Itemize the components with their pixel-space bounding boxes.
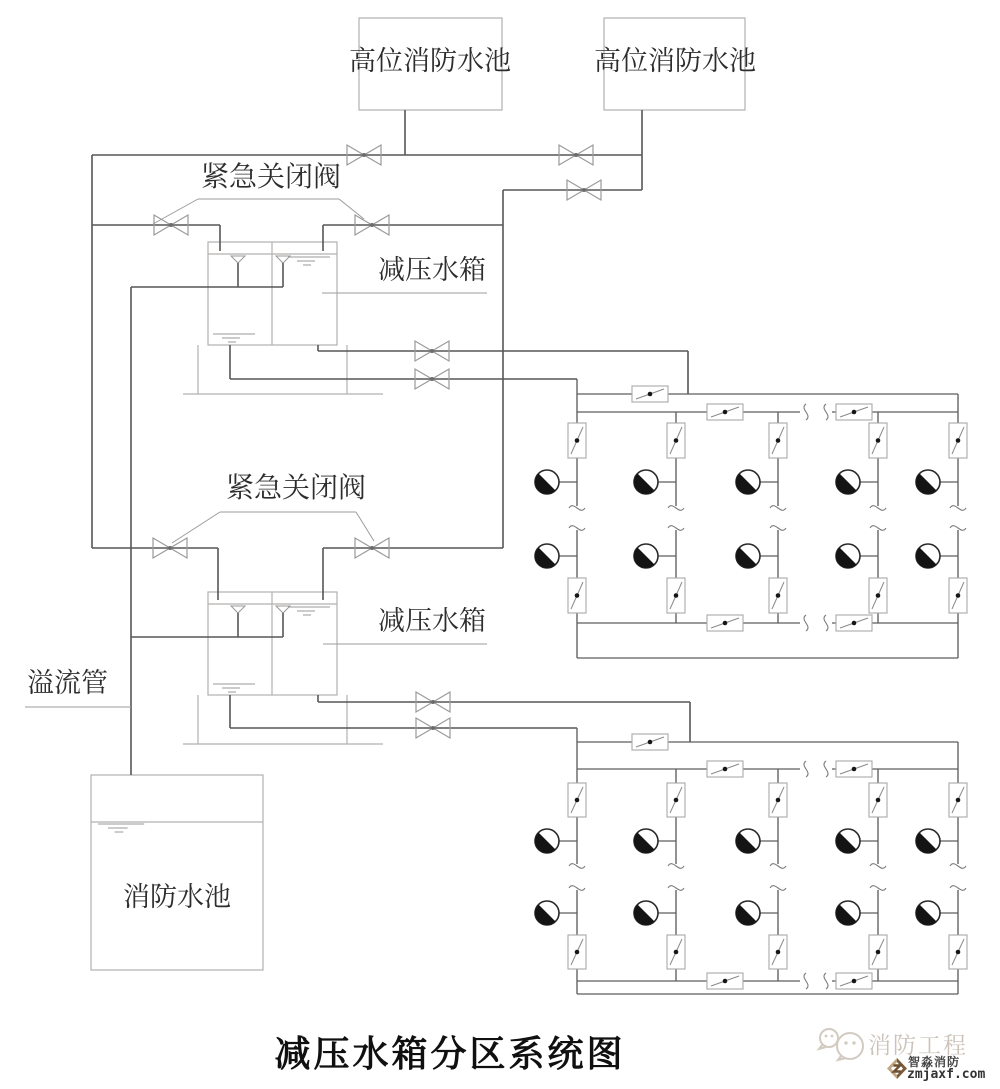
- signal-valve-icon: [869, 423, 887, 458]
- overflow-pipe-label: 溢流管: [27, 668, 108, 698]
- flow-indicator-icon: [736, 470, 760, 494]
- signal-valve-icon: [568, 783, 586, 817]
- shape: [674, 438, 679, 443]
- sprinkler-zone-grids: [535, 379, 967, 994]
- shape: [169, 223, 173, 227]
- pipe-break-icon: [569, 886, 585, 891]
- shape: [648, 392, 653, 397]
- pipe-break-icon: [870, 526, 886, 531]
- shape: [776, 593, 781, 598]
- flow-indicator-icon: [836, 544, 860, 568]
- signal-valve-icon: [836, 761, 872, 777]
- shape: [776, 950, 781, 955]
- pipe-break-icon: [569, 506, 585, 511]
- signal-valve-icon: [949, 935, 967, 969]
- shape: [956, 438, 961, 443]
- shape: [674, 798, 679, 803]
- leader-line: [172, 512, 220, 543]
- flow-indicator-icon: [836, 901, 860, 925]
- funnel-icon: [231, 606, 245, 613]
- reducing-tank-upper-label: 减压水箱: [378, 255, 486, 285]
- shape: [674, 593, 679, 598]
- shape: [362, 153, 366, 157]
- signal-valve-icon: [632, 386, 668, 402]
- flow-indicator-icon: [736, 901, 760, 925]
- shape: [430, 349, 434, 353]
- signal-valve-icon: [707, 973, 743, 989]
- shape: [852, 621, 857, 626]
- signal-valve-icon: [667, 578, 685, 613]
- pipe-break-icon: [950, 526, 966, 531]
- signal-valve-icon: [869, 578, 887, 613]
- watermark: [806, 1024, 1000, 1086]
- signal-valve-icon: [707, 615, 743, 631]
- shape: [876, 798, 881, 803]
- shape: [431, 700, 435, 704]
- pipe-break-icon: [870, 864, 886, 869]
- flow-indicator-icon: [836, 470, 860, 494]
- flow-indicator-icon: [916, 544, 940, 568]
- flow-indicator-icon: [916, 470, 940, 494]
- shape: [852, 767, 857, 772]
- flow-indicator-icon: [634, 544, 658, 568]
- funnel-icon: [231, 256, 245, 263]
- pipe-break-icon: [804, 761, 808, 777]
- reducing-tank-lower-label: 减压水箱: [378, 606, 486, 636]
- leader-line: [153, 199, 198, 224]
- pipes: [92, 110, 690, 775]
- shape: [723, 767, 728, 772]
- shape: [776, 798, 781, 803]
- high-tank-left-label: 高位消防水池: [349, 46, 511, 76]
- shape: [575, 798, 580, 803]
- signal-valve-icon: [667, 935, 685, 969]
- flow-indicator-icon: [535, 829, 559, 853]
- shape: [575, 593, 580, 598]
- signal-valve-icon: [568, 578, 586, 613]
- pipe-break-icon: [870, 886, 886, 891]
- signal-valve-icon: [836, 973, 872, 989]
- signal-valve-icon: [707, 761, 743, 777]
- pipe-break-icon: [668, 506, 684, 511]
- shape: [370, 546, 374, 550]
- fire-reservoir-tank: [91, 775, 263, 970]
- sprinkler-zone-grid: [535, 379, 967, 658]
- shape: [776, 438, 781, 443]
- shape: [430, 377, 434, 381]
- shape: [956, 798, 961, 803]
- signal-valve-icon: [836, 404, 872, 420]
- shape: [582, 188, 586, 192]
- signal-valve-icon: [632, 734, 668, 750]
- signal-valve-icon: [869, 783, 887, 817]
- flow-indicator-icon: [736, 544, 760, 568]
- signal-valve-icon: [836, 615, 872, 631]
- pipe-break-icon: [770, 886, 786, 891]
- pipe-break-icon: [950, 506, 966, 511]
- shape: [723, 621, 728, 626]
- shape: [575, 950, 580, 955]
- leader-line: [356, 512, 374, 541]
- pipe-break-icon: [569, 864, 585, 869]
- emergency-valve-lower-label: 紧急关闭阀: [225, 473, 367, 504]
- signal-valve-icon: [769, 935, 787, 969]
- signal-valve-icon: [568, 935, 586, 969]
- flow-indicator-icon: [916, 829, 940, 853]
- shape: [575, 438, 580, 443]
- shape: [168, 546, 172, 550]
- flow-indicator-icon: [634, 829, 658, 853]
- wechat-bubbles-icon: [814, 1026, 868, 1062]
- pipe-break-icon: [950, 886, 966, 891]
- pipe-break-icon: [870, 506, 886, 511]
- leader-line: [339, 199, 364, 219]
- signal-valve-icon: [769, 423, 787, 458]
- flow-indicator-icon: [736, 829, 760, 853]
- shape: [852, 979, 857, 984]
- funnel-icon: [276, 606, 290, 613]
- sprinkler-zone-grid: [535, 728, 967, 994]
- shape: [876, 950, 881, 955]
- signal-valve-icon: [769, 578, 787, 613]
- pipe-break-icon: [950, 864, 966, 869]
- shape: [723, 979, 728, 984]
- emergency-valve-upper-label: 紧急关闭阀: [200, 162, 342, 193]
- pipe-break-icon: [770, 506, 786, 511]
- flow-indicator-icon: [634, 901, 658, 925]
- shape: [723, 410, 728, 415]
- watermark-site: zmjaxf.com: [907, 1067, 986, 1082]
- signal-valve-icon: [949, 423, 967, 458]
- pipe-break-icon: [668, 526, 684, 531]
- signal-valve-icon: [667, 783, 685, 817]
- shape: [574, 153, 578, 157]
- shape: [648, 740, 653, 745]
- signal-valve-icon: [568, 423, 586, 458]
- pipe-break-icon: [770, 864, 786, 869]
- flow-indicator-icon: [836, 829, 860, 853]
- diagram-title: 减压水箱分区系统图: [274, 1034, 626, 1074]
- flow-indicator-icon: [535, 470, 559, 494]
- high-tank-right-label: 高位消防水池: [594, 46, 756, 76]
- pipe-break-icon: [770, 526, 786, 531]
- diamond-z-logo: [886, 1057, 908, 1080]
- pipe-break-icon: [804, 404, 808, 420]
- signal-valve-icon: [707, 404, 743, 420]
- watermark-brand: 智淼消防: [908, 1055, 961, 1069]
- pipe-break-icon: [804, 973, 808, 989]
- flow-indicator-icon: [634, 470, 658, 494]
- flow-indicator-icon: [535, 544, 559, 568]
- funnel-icon: [276, 256, 290, 263]
- pipe-break-icon: [668, 886, 684, 891]
- shape: [370, 223, 374, 227]
- shape: [674, 950, 679, 955]
- pipe-break-icon: [569, 526, 585, 531]
- pipe-break-icon: [824, 973, 828, 989]
- pipe-break-icon: [824, 615, 828, 631]
- fire-reservoir-label: 消防水池: [123, 882, 231, 912]
- shape: [956, 950, 961, 955]
- shape: [852, 410, 857, 415]
- shape: [956, 593, 961, 598]
- flow-indicator-icon: [916, 901, 940, 925]
- pipe-break-icon: [804, 615, 808, 631]
- signal-valve-icon: [949, 783, 967, 817]
- watermark-faded-brand: 消防工程: [868, 1033, 968, 1058]
- shape: [876, 438, 881, 443]
- flow-indicator-icon: [535, 901, 559, 925]
- signal-valve-icon: [869, 935, 887, 969]
- signal-valve-icon: [949, 578, 967, 613]
- pipe-break-icon: [824, 404, 828, 420]
- pipe-break-icon: [668, 864, 684, 869]
- signal-valve-icon: [667, 423, 685, 458]
- pipe-break-icon: [824, 761, 828, 777]
- signal-valve-icon: [769, 783, 787, 817]
- shape: [431, 726, 435, 730]
- shape: [876, 593, 881, 598]
